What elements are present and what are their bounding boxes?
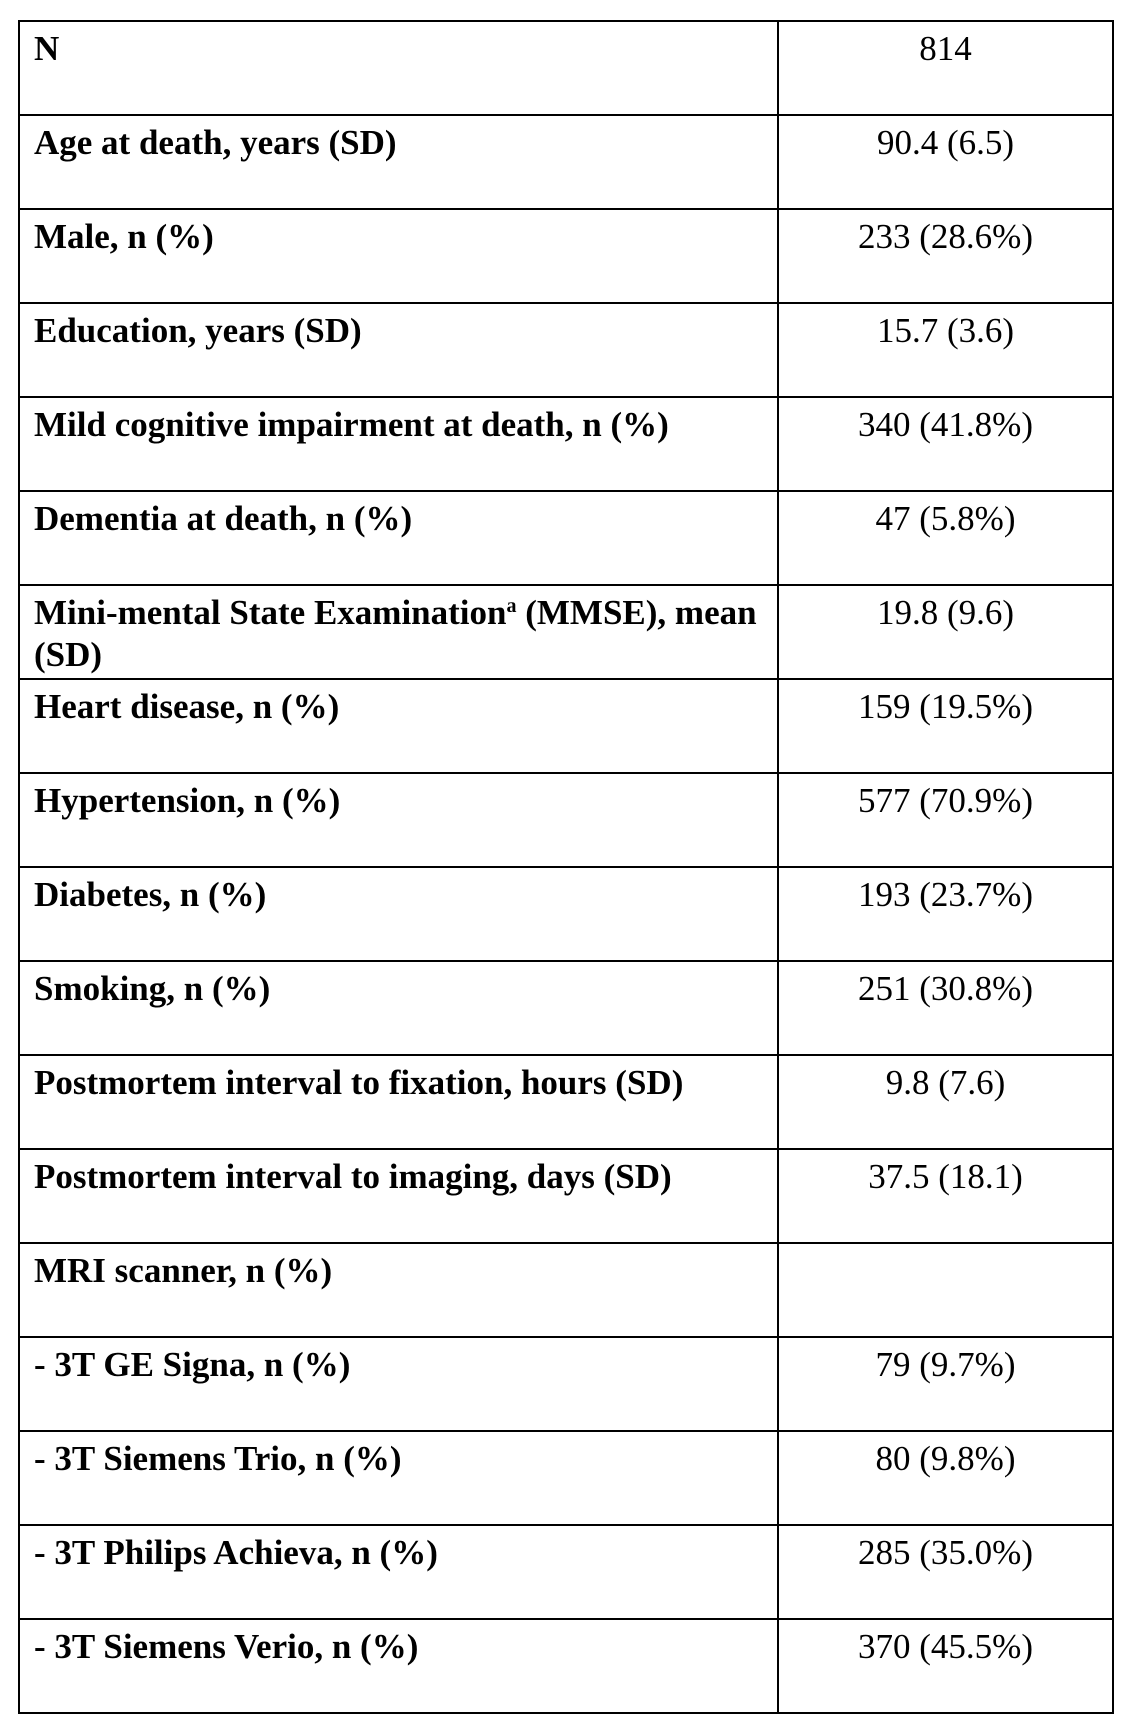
row-label-hypertension: Hypertension, n (%) xyxy=(19,773,778,867)
row-value-siemens-trio: 80 (9.8%) xyxy=(778,1431,1113,1525)
row-value-ge-signa: 79 (9.7%) xyxy=(778,1337,1113,1431)
table-row xyxy=(19,1431,1113,1525)
table-row xyxy=(19,1525,1113,1619)
table-row xyxy=(19,303,1113,397)
row-value-mri-scanner xyxy=(778,1243,1113,1337)
table-row xyxy=(19,867,1113,961)
row-label-male: Male, n (%) xyxy=(19,209,778,303)
table-row xyxy=(19,961,1113,1055)
row-value-mmse: 19.8 (9.6) xyxy=(778,585,1113,679)
table-row xyxy=(19,1055,1113,1149)
row-value-education: 15.7 (3.6) xyxy=(778,303,1113,397)
row-value-smoking: 251 (30.8%) xyxy=(778,961,1113,1055)
row-label-mri-scanner: MRI scanner, n (%) xyxy=(19,1243,778,1337)
row-label-ge-signa: - 3T GE Signa, n (%) xyxy=(19,1337,778,1431)
row-value-pmi-fixation: 9.8 (7.6) xyxy=(778,1055,1113,1149)
row-value-diabetes: 193 (23.7%) xyxy=(778,867,1113,961)
table-row xyxy=(19,397,1113,491)
row-value-siemens-verio: 370 (45.5%) xyxy=(778,1619,1113,1713)
table-row xyxy=(19,115,1113,209)
characteristics-table xyxy=(18,20,1114,1714)
row-value-n: 814 xyxy=(778,21,1113,115)
row-value-male: 233 (28.6%) xyxy=(778,209,1113,303)
table-row xyxy=(19,585,1113,679)
row-label-mci: Mild cognitive impairment at death, n (%) xyxy=(19,397,778,491)
row-label-siemens-verio: - 3T Siemens Verio, n (%) xyxy=(19,1619,778,1713)
table-row xyxy=(19,21,1113,115)
mmse-label-suffix: (MMSE), mean (SD) xyxy=(34,593,757,674)
table-row xyxy=(19,1149,1113,1243)
table-row xyxy=(19,1243,1113,1337)
footnote-marker: a xyxy=(506,595,517,617)
table-row xyxy=(19,209,1113,303)
mmse-label-text: Mini-mental State Examination xyxy=(34,593,507,632)
row-label-pmi-imaging: Postmortem interval to imaging, days (SD) xyxy=(19,1149,778,1243)
row-value-mci: 340 (41.8%) xyxy=(778,397,1113,491)
table-row xyxy=(19,1619,1113,1713)
row-label-education: Education, years (SD) xyxy=(19,303,778,397)
row-value-pmi-imaging: 37.5 (18.1) xyxy=(778,1149,1113,1243)
row-label-heart-disease: Heart disease, n (%) xyxy=(19,679,778,773)
table-row xyxy=(19,773,1113,867)
row-label-mmse xyxy=(19,585,778,679)
row-label-pmi-fixation: Postmortem interval to fixation, hours (SD) xyxy=(19,1055,778,1149)
table-row xyxy=(19,679,1113,773)
table-row xyxy=(19,491,1113,585)
row-value-dementia: 47 (5.8%) xyxy=(778,491,1113,585)
row-value-philips-achieva: 285 (35.0%) xyxy=(778,1525,1113,1619)
row-label-siemens-trio: - 3T Siemens Trio, n (%) xyxy=(19,1431,778,1525)
row-label-n: N xyxy=(19,21,778,115)
characteristics-table-container xyxy=(18,20,1112,1714)
row-label-smoking: Smoking, n (%) xyxy=(19,961,778,1055)
row-label-diabetes: Diabetes, n (%) xyxy=(19,867,778,961)
row-value-hypertension: 577 (70.9%) xyxy=(778,773,1113,867)
row-value-age-at-death: 90.4 (6.5) xyxy=(778,115,1113,209)
row-label-age-at-death: Age at death, years (SD) xyxy=(19,115,778,209)
row-value-heart-disease: 159 (19.5%) xyxy=(778,679,1113,773)
table-row xyxy=(19,1337,1113,1431)
row-label-dementia: Dementia at death, n (%) xyxy=(19,491,778,585)
row-label-philips-achieva: - 3T Philips Achieva, n (%) xyxy=(19,1525,778,1619)
